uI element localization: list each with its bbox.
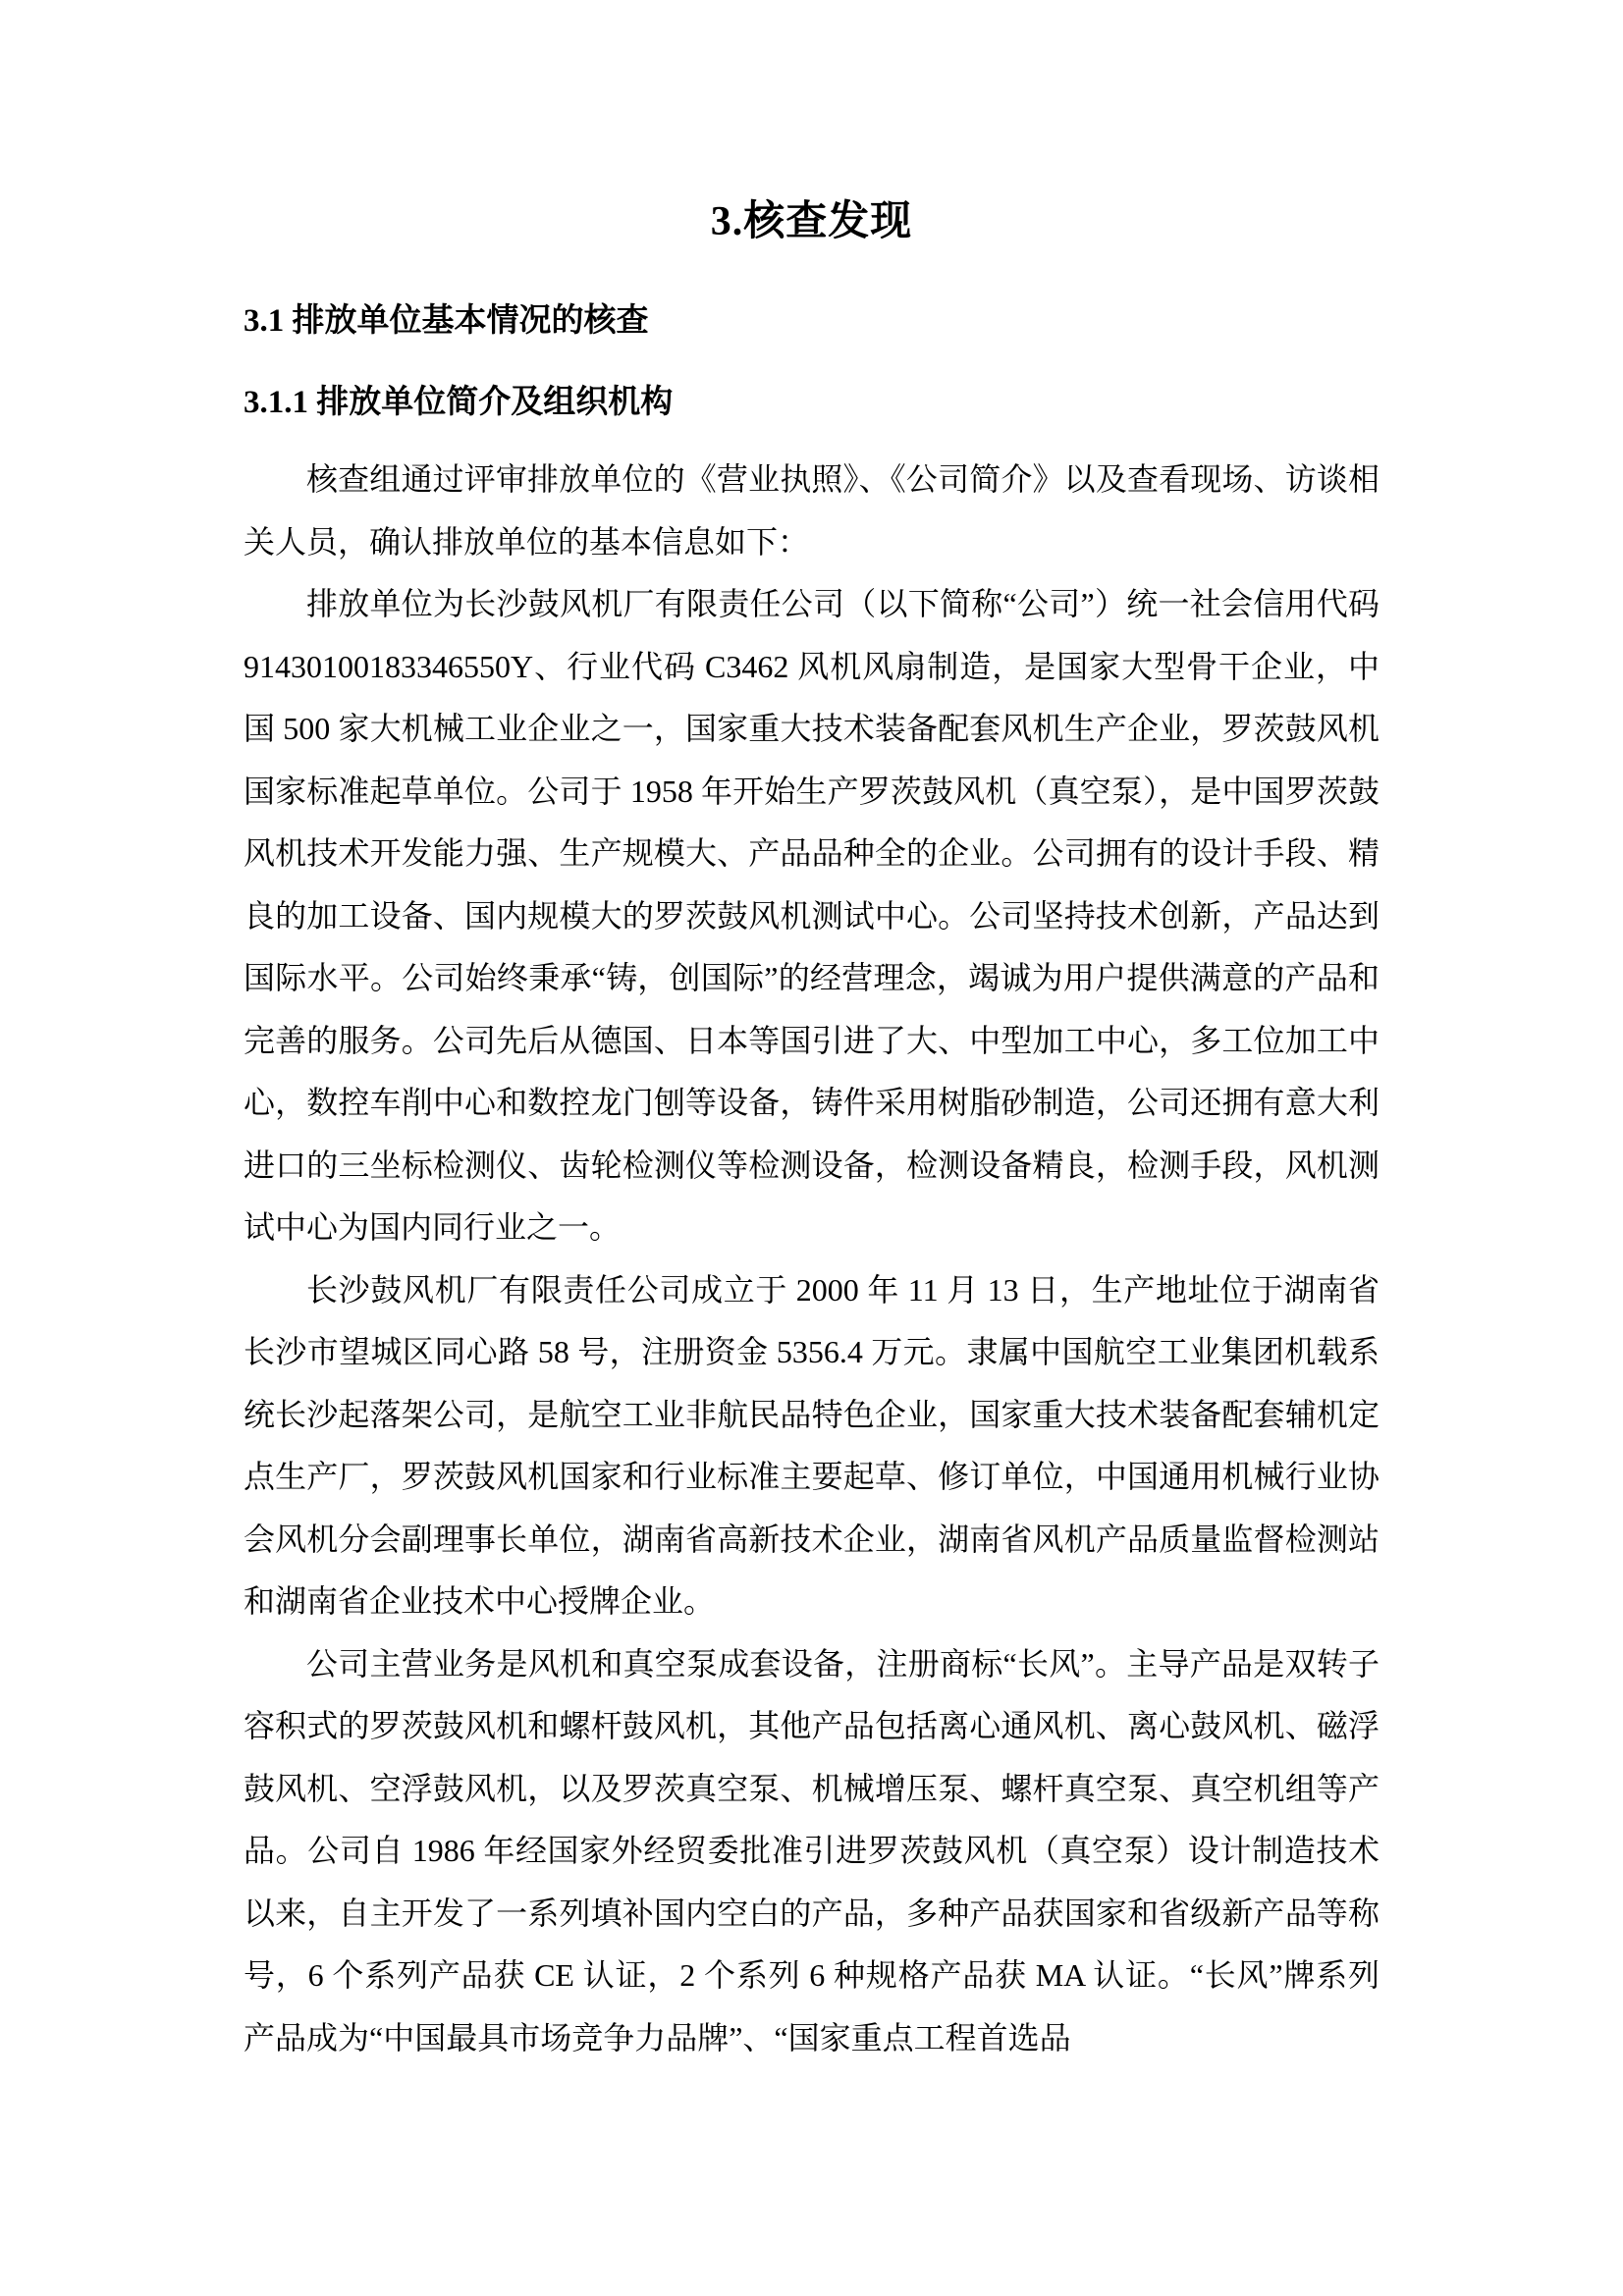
paragraph-company-history: 长沙鼓风机厂有限责任公司成立于 2000 年 11 月 13 日，生产地址位于湖南省长沙市望城区同心路 58 号，注册资金 5356.4 万元。隶属中国航空工业集团机载系统长沙起落架公司，是航空工业非航民品特色企业，国家重大技术装备配套辅机定点生产厂，罗茨鼓风机国家和行业标准主要起草、修订单位，中国通用机械行业协会风机分会副理事长单位，湖南省高新技术企业，湖南省风机产品质量监督检测站和湖南省企业技术中心授牌企业。 [243,1271,1380,1619]
paragraph-company-overview: 排放单位为长沙鼓风机厂有限责任公司（以下简称“公司”）统一社会信用代码 91430100183346550Y、行业代码 C3462 风机风扇制造，是国家大型骨干企业，中国 500 家大机械工业企业之一，国家重大技术装备配套风机生产企业，罗茨鼓风机国家标准起草单位。公司于 1958 年开始生产罗茨鼓风机（真空泵），是中国罗茨鼓风机技术开发能力强、生产规模大、产品品种全的企业。公司拥有的设计手段、精良的加工设备、国内规模大的罗茨鼓风机测试中心。公司坚持技术创新，产品达到国际水平。公司始终秉承“铸，创国际”的经营理念，竭诚为用户提供满意的产品和完善的服务。公司先后从德国、日本等国引进了大、中型加工中心，多工位加工中心，数控车削中心和数控龙门刨等设备，铸件采用树脂砂制造，公司还拥有意大利进口的三坐标检测仪、齿轮检测仪等检测设备，检测设备精良，检测手段，风机测试中心为国内同行业之一。 [243,586,1380,1245]
page-title: 3.核查发现 [710,199,913,244]
paragraph-verification-intro: 核查组通过评审排放单位的《营业执照》、《公司简介》以及查看现场、访谈相关人员，确认排放单位的基本信息如下： [243,461,1380,560]
paragraph-main-business: 公司主营业务是风机和真空泵成套设备，注册商标“长风”。主导产品是双转子容积式的罗茨鼓风机和螺杆鼓风机，其他产品包括离心通风机、离心鼓风机、磁浮鼓风机、空浮鼓风机，以及罗茨真空泵、机械增压泵、螺杆真空泵、真空机组等产品。公司自 1986 年经国家外经贸委批准引进罗茨鼓风机（真空泵）设计制造技术以来，自主开发了一系列填补国内空白的产品，多种产品获国家和省级新产品等称号，6 个系列产品获 CE 认证，2 个系列 6 种规格产品获 MA 认证。“长风”牌系列产品成为“中国最具市场竞争力品牌”、“国家重点工程首选品 [243,1645,1380,2056]
section-body [243,449,1380,2069]
section-heading-3-1: 3.1 排放单位基本情况的核查 [243,303,649,339]
section-heading-3-1-1: 3.1.1 排放单位简介及组织机构 [243,385,674,420]
